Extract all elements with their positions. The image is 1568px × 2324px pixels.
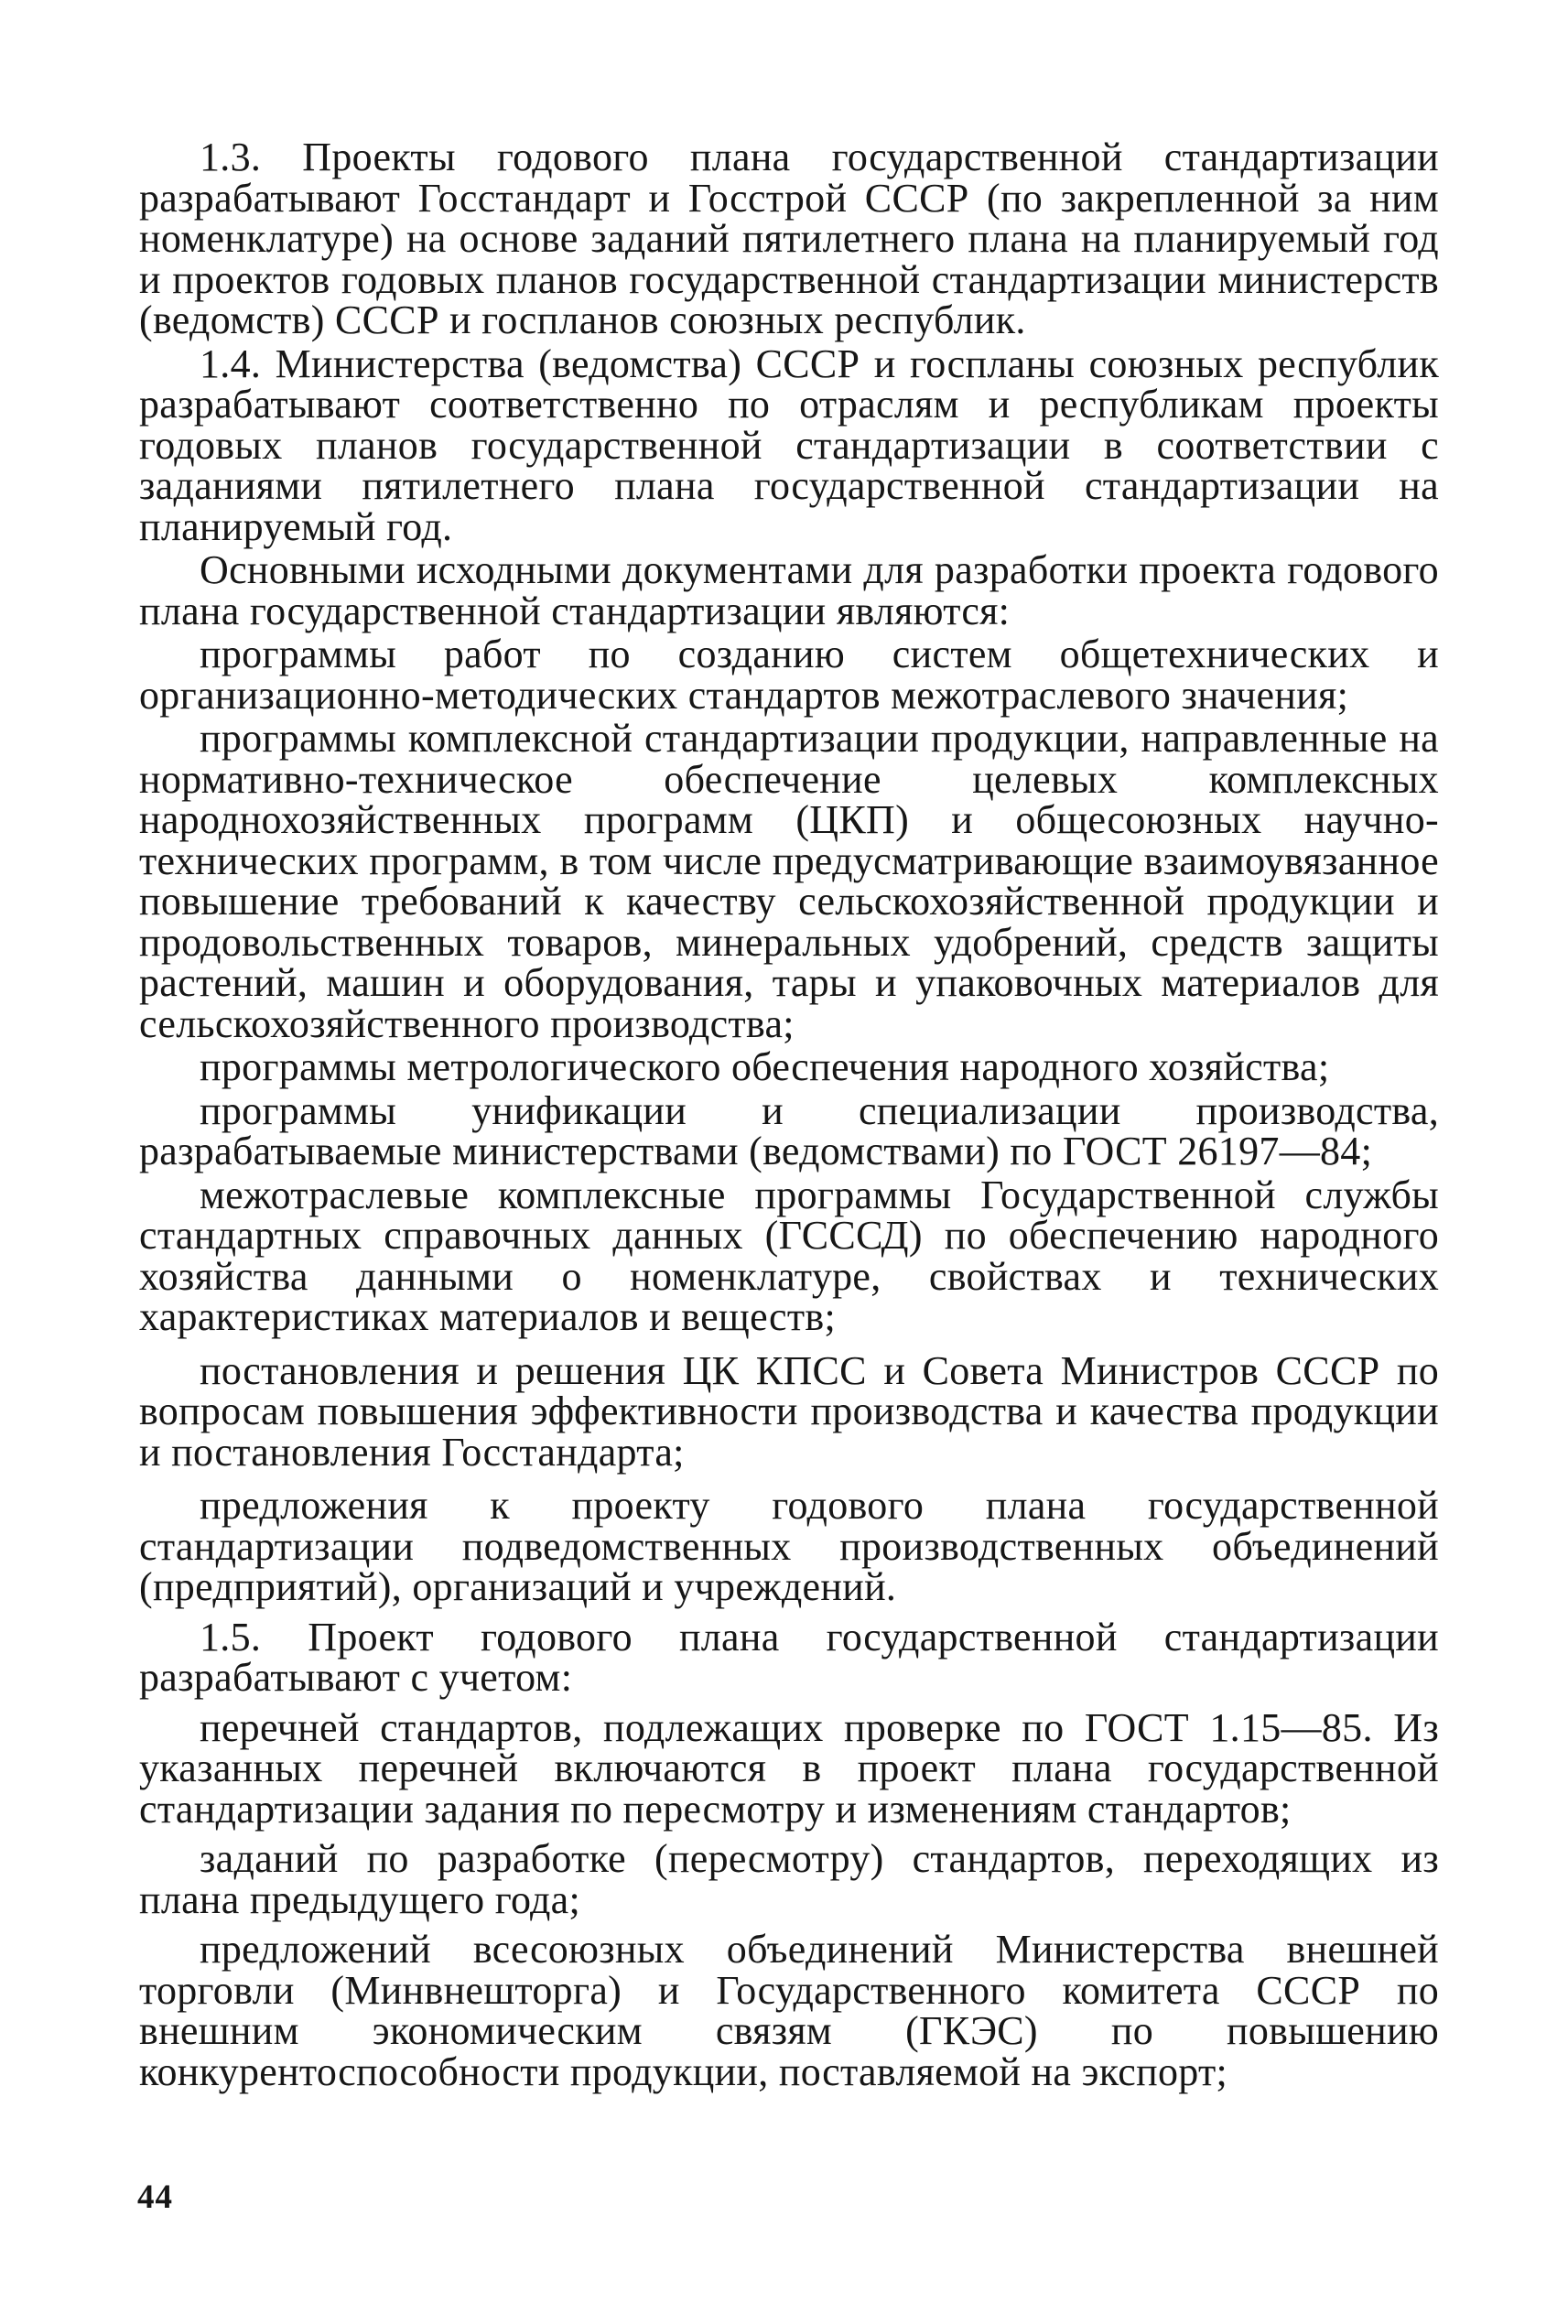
list-item-decrees: постановления и решения ЦК КПСС и Совета Министров СССР по вопросам повышения эффективности производства и качества продукции и постановления Госстандарта; [139, 1347, 1439, 1475]
list-item-carryover-tasks: заданий по разработке (пересмотру) стандартов, переходящих из плана предыдущего года; [139, 1836, 1439, 1922]
list-item-metrology-programs: программы метрологического обеспечения народного хозяйства; [200, 1044, 1330, 1089]
paragraph-1-4: 1.4. Министерства (ведомства) СССР и госпланы союзных республик разрабатывают соответственно по отраслям и республикам проекты годовых планов государственной стандартизации в соответствии с заданиями пятилетнего плана государственной стандартизации на планируемый год. [139, 340, 1439, 549]
list-item-complex-standardization-programs: программы комплексной стандартизации продукции, направленные на нормативно-техническое обеспечение целевых комплексных народнохозяйственных программ (ЦКП) и общесоюзных научно-технических программ, в том числе предусматривающие взаимоувязанное повышение требований к качеству сельскохозяйственной продукции и продовольственных товаров, минеральных удобрений, средств защиты растений, машин и оборудования, тары и упаковочных материалов для сельскохозяйственного производства; [139, 716, 1439, 1046]
list-item-standards-review-lists: перечней стандартов, подлежащих проверке по ГОСТ 1.15—85. Из указанных перечней включаются в проект плана государственной стандартизации задания по пересмотру и изменениям стандартов; [139, 1704, 1439, 1832]
list-item-foreign-trade-proposals: предложений всесоюзных объединений Министерства внешней торговли (Минвнешторга) и Государственного комитета СССР по внешним экономическим связям (ГКЭС) по повышению конкурентоспособности продукции, поставляемой на экспорт; [139, 1927, 1439, 2094]
list-item-enterprise-proposals: предложения к проекту годового плана государственной стандартизации подведомственных производственных объединений (предприятий), организаций и учреждений. [139, 1483, 1439, 1609]
list-item-gsssd-programs: межотраслевые комплексные программы Государственной службы стандартных справочных данных (ГСССД) по обеспечению народного хозяйства данными о номенклатуре, свойствах и технических характеристиках материалов и веществ; [139, 1172, 1439, 1339]
list-item-unification-programs: программы унификации и специализации производства, разрабатываемые министерствами (ведомствами) по ГОСТ 26197—84; [139, 1087, 1439, 1173]
list-item-general-technical-programs: программы работ по созданию систем общетехнических и организационно-методических стандартов межотраслевого значения; [139, 632, 1439, 718]
paragraph-1-3: 1.3. Проекты годового плана государственной стандартизации разрабатывают Госстандарт и Госстрой СССР (по закрепленной за ним номенклатуре) на основе заданий пятилетнего плана на планируемый год и проектов годовых планов государственной стандартизации министерств (ведомств) СССР и госпланов союзных республик. [139, 135, 1439, 342]
paragraph-source-documents-intro: Основными исходными документами для разработки проекта годового плана государственной стандартизации являются: [139, 547, 1439, 633]
page-number: 44 [137, 2178, 173, 2216]
body-text [139, 137, 1439, 2092]
paragraph-1-5: 1.5. Проект годового плана государственной стандартизации разрабатывают с учетом: [139, 1614, 1439, 1700]
